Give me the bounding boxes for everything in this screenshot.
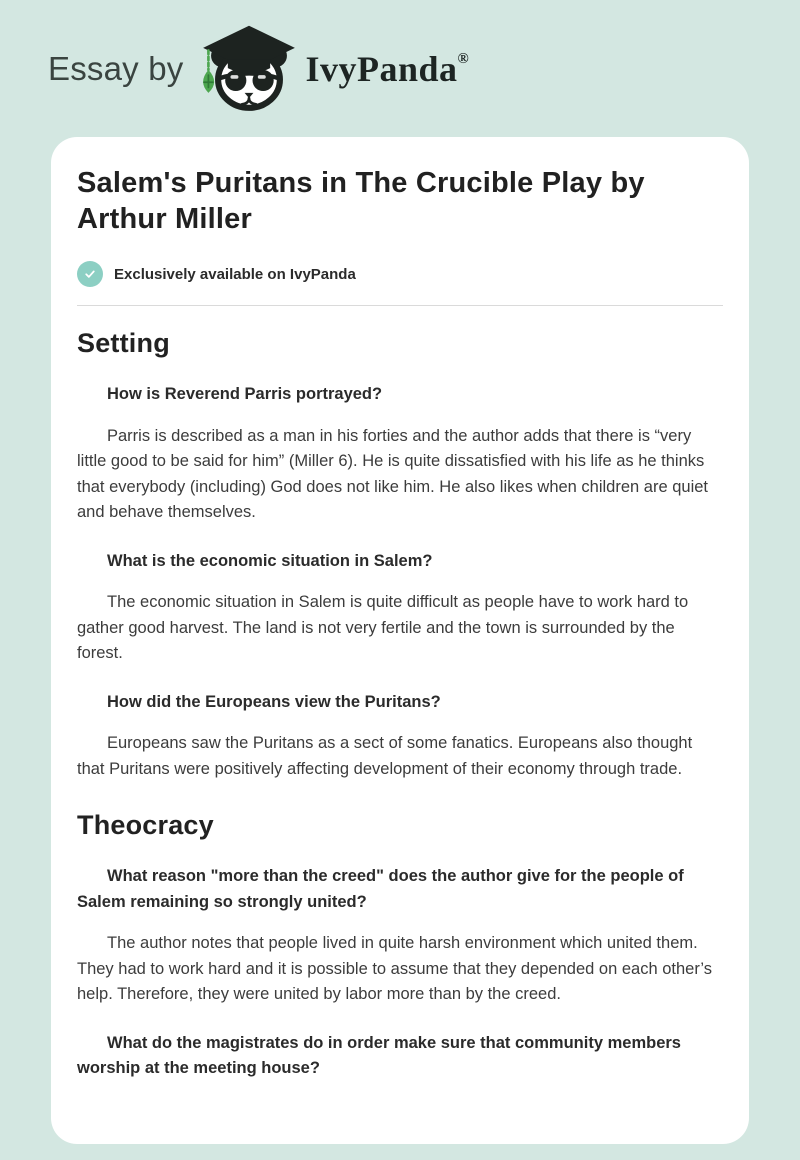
exclusive-badge-label: Exclusively available on IvyPanda: [114, 265, 356, 283]
brand-wordmark: [306, 48, 470, 90]
question-paragraph: What do the magistrates do in order make sure that community members worship at the meeting house?: [77, 1033, 681, 1077]
answer-paragraph: The author notes that people lived in quite harsh environment which united them. They had to work hard and it is possible to assume that they depended on each other’s help. Therefore, they were united by labor more than by the creed.: [77, 934, 713, 1003]
brand-text: IvyPanda: [305, 49, 458, 89]
essay-title: Salem's Puritans in The Crucible Play by Arthur Miller: [77, 167, 645, 235]
answer-paragraph: Europeans saw the Puritans as a sect of some fanatics. Europeans also thought that Puritans were positively affecting development of their economy through trade.: [77, 734, 693, 778]
site-header: [0, 0, 800, 114]
essay-by-label: Essay by: [48, 50, 184, 87]
essay-card: [51, 137, 749, 1144]
section-theocracy: [77, 810, 723, 1082]
trademark-symbol: ®: [457, 51, 470, 67]
question-paragraph: How is Reverend Parris portrayed?: [107, 385, 383, 403]
panda-graduate-icon: [196, 24, 302, 114]
answer-paragraph: Parris is described as a man in his forties and the author adds that there is “very little good to be said for him” (Miller 6). He is quite dissatisfied with his life as he thinks that everybody (including) God does not like him. He also likes when children are quiet and behave themselves.: [77, 426, 709, 521]
question-paragraph: How did the Europeans view the Puritans?: [107, 692, 441, 711]
section-setting: [77, 328, 723, 782]
checkmark-icon: [77, 261, 103, 287]
question-paragraph: What reason "more than the creed" does the author give for the people of Salem remaining so strongly united?: [77, 867, 684, 911]
question-paragraph: What is the economic situation in Salem?: [107, 551, 433, 570]
section-heading: Theocracy: [77, 810, 214, 840]
section-heading: Setting: [77, 328, 170, 358]
answer-paragraph: The economic situation in Salem is quite difficult as people have to work hard to gather good harvest. The land is not very fertile and the town is surrounded by the forest.: [77, 593, 689, 662]
exclusive-badge: [77, 261, 723, 287]
divider: [77, 305, 723, 306]
